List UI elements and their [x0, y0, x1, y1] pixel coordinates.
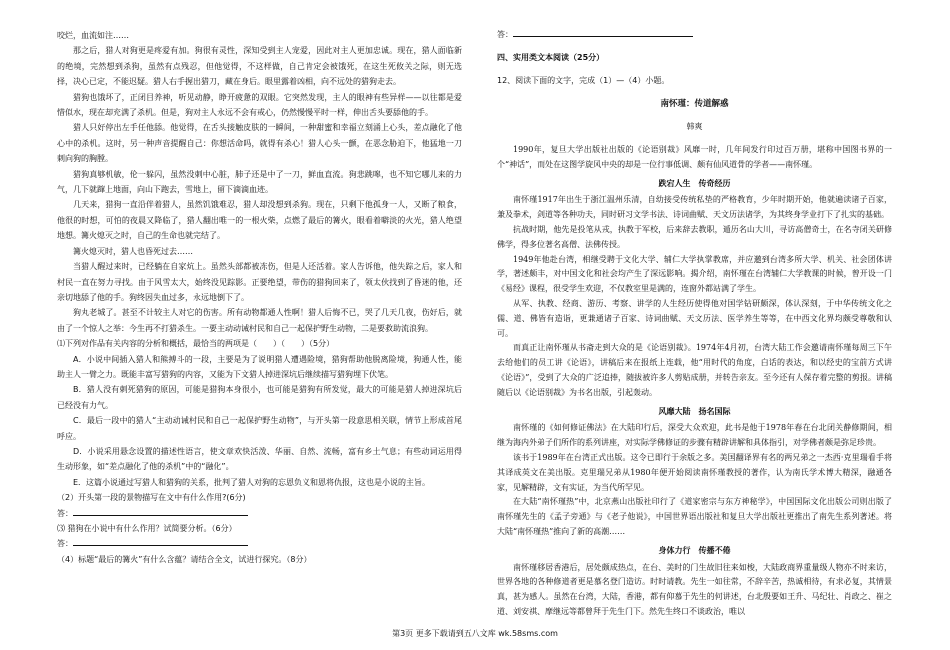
right-column: [497, 28, 892, 620]
article-paragraph: 南怀瑾移居香港后，居处颇成热点，在台、美时的门生故旧往来如梭，大陆政商界重量级人物亦不时来访，世界各地的各种修道者更是慕名登门造访。时时请教。先生一如往常，不辞辛苦，热诚相待，有求必复，其情景真，甚为感人。虽然在台湾，大陆，香港，都有仰慕于先生的何讲述，台北殷要如王升、马纪壮、肖政之、崔之道、刘安祺、摩继远等都曾拜于先生门下。然先生终口不谈政治，唯以: [497, 562, 892, 616]
answer-line-3: 答：: [57, 536, 462, 551]
subheading: 跌宕人生 传奇经历: [658, 177, 731, 188]
question-2: （2）开头第一段的景物描写在文中有什么作用?(6分): [57, 493, 246, 503]
section-heading: 四、实用类文本阅读（25分）: [497, 52, 605, 62]
article-author: 韩爽: [686, 122, 703, 132]
article-paragraph: 南怀瑾的《如何修证佛法》在大陆印行后，深受大众欢迎，此书是他于1978年春在台北闭关静修期间，相继为海内外弟子们所作的系列讲座，对实际学佛修证的步骤有精辟讲解和具体指引，对学佛者颇是弥足珍贵。: [497, 423, 892, 448]
article-paragraph: 1990年，复旦大学出版社出版的《论语别裁》风靡一时，几年间发行印过百万册，堪称中国图书界的一个“神话”，而处在这图学旋风中央的却是一位行事低调、颇有仙风道骨的学者——南怀瑾。: [497, 144, 892, 169]
question-3: ⑶ 猎狗在小说中有什么作用？试简要分析。（6分）: [57, 524, 237, 533]
left-column: [57, 28, 462, 567]
story-paragraph: 那之后，猎人对狗更是疼爱有加。狗很有灵性，深知受到主人宠爱，因此对主人更加忠诚。现在，猎人面临新的绝境，完然想到杀狗，虽然有点残忍，但他觉得，不这样做，自己肯定会被饿死，在这生死攸关之际，则无选择，决心已定，不能迟疑。猎人右手握出猎刀，藏在身后。眼里露着凶相，向不远处的猎狗走去。: [57, 46, 462, 87]
subheading: 风靡大陆 扬名国际: [658, 405, 731, 416]
article-paragraph: 而真正让南怀瑾从书斋走到大众的是《论语别裁》。1974年4月初，台湾大陆工作会邀请南怀瑾每周三下午去给他们的员工讲《论语》，讲稿后来在报纸上连载，他“用时代的角度，白话的表达，和以经史的宝前方式讲《论语》”，受到了大众的广泛追捧，随拔被许多人剪贴成册，并转告亲友。至今还有人保存着完整的剪报。讲稿随后以《论语别裁》为书名出版，引起轰动。: [497, 343, 892, 397]
option-c: C．最后一段中的猎人“主动动诫村民和自己一起保护野生动物”，与开头第一段意思相关联，情节上形成首尾呼应。: [57, 416, 462, 441]
article-title: 南怀瑾：传道解惑: [660, 98, 729, 109]
option-e: E．这篇小说通过写猎人和猎狗的关系，批判了猎人对狗的忘恩负义和恩将仇报，这也是小说的主旨。: [73, 477, 431, 487]
article-paragraph: 南怀瑾1917年出生于浙江温州乐清，自幼接受传统私垫的严格教育，少年时期开始，他就遍读诸子百家，兼及拳术，剑道等各种功夫，同时研习文学书法、诗词曲赋、天文历法诸学，为其终身学业打下了扎实的基础。: [497, 195, 892, 220]
option-b: B．猎人没有刺死猎狗的原因，可能是猎狗本身很小，也可能是猎狗有所发觉，最大的可能是猎人掉进深坑后已经没有力气。: [57, 385, 462, 410]
article-paragraph: 抗战时期，他先是投笔从戎，执教于军校，后来辞去教职，遁历名山大川，寻访高僧奇士，在名寺闭关研修佛学，得多位著名高僧、法佛传授。: [497, 224, 892, 249]
option-d: D．小说采用悬念设置的描述性语言，使文章欢快活泼、华丽、自然、流畅，富有乡土气息；有些动词运用得生动形象，如“差点融化了他的杀机”中的“融化”。: [57, 446, 462, 472]
article-paragraph: 1949年他赴台湾，相继受聘于文化大学、辅仁大学执掌教席，并应邀到台湾多所大学、机关、社会团体讲学，著述颇丰，对中国文化和社会均产生了深远影响。揭介绍，南怀瑾在台湾辅仁大学教课的时候，曾开设一门《易经》课程，很受学生欢迎，不仅教室里是满的，连窗外都站满了学生。: [497, 254, 892, 294]
answer-blank[interactable]: [513, 28, 693, 37]
answer-blank[interactable]: [73, 537, 248, 546]
article-paragraph: 在大陆“南怀瑾热”中，北京燕山出版社印行了《道家密宗与东方神秘学》，中国国际文化出版公司则出版了南怀瑾先生的《孟子旁通》与《老子他说》，中国世界语出版社和复旦大学出版社更推出了南先生系列著述。将大陆“南怀瑾热”推向了新的高潮……: [497, 497, 892, 536]
answer-line-top: 答：: [497, 28, 892, 43]
story-paragraph: 咬烂，血流如注……: [57, 31, 129, 40]
story-paragraph: 篝火熄灭时，猎人也昏死过去……: [73, 246, 193, 256]
story-paragraph: 狗丸老城了。甚至不计较主人对它的伤害。所有动物都通人性啊！猎人后悔不已，哭了几天几夜，伤好后，就由了一个惊人之举：今生再不打猎杀生。一要主动动诫村民和自己一起保护野生动物，二是要救助流浪狗。: [57, 308, 462, 333]
story-paragraph: 当猎人醒过来时，已经躺在自家炕上。虽然头部都被冻伤，但是人还活着。家人告诉他，他失踪之后，家人和村民一直在努力寻找。由于风雪太大，始终没见踪影。正要绝望，带伤的猎狗回来了，领太伙找到了昏迷的他，还亲切地舔了他的手。狗终因失血过多，永远地倒下了。: [57, 262, 462, 302]
story-paragraph: 猎人只好停出左手任他舔。他觉得，在舌头接触皮肤的一瞬间，一种甜蜜和幸福立刻涌上心头，差点融化了他心中的杀机。这时，另一种声音提醒自己：你想活命吗，就得有杀心！猎人心头一颤，在恶念胁迫下，他猛地一刀刺向狗的胸膛。: [57, 123, 462, 164]
subheading: 身体力行 传播不倦: [658, 544, 731, 555]
question-4: （4）标题“最后的篝火”有什么含蕴？请结合全文，试进行探究。（8分）: [57, 554, 312, 564]
answer-blank[interactable]: [73, 507, 248, 516]
question-12: 12、阅读下面的文字，完成（1）—（4）小题。: [497, 75, 670, 85]
option-a: A．小说中间插入猎人和熊搏斗的一段，主要是为了说明猎人遭遇险境，猎狗帮助他脱离险境，狗通人性，能助主人一臂之力。既能丰富写猎狗的内容，又能为下文猎人掉进深坑后继续描写猎狗埋下伏笔。: [57, 354, 462, 379]
story-paragraph: 几天来，猎狗一直沿伴着猎人，虽然饥饿难忍，猎人却没想到杀狗。现在，只剩下他孤身一人，又断了粮食，他很的时想，可怕的夜晨又降临了，猎人翻出唯一的一根火柴，点燃了最后的篝火，眼看着噼淡的火光，猎人绝望地想。篝火熄灭之时，自己的生命也就完结了。: [57, 200, 462, 241]
article-paragraph: 从军、执教、经商、游历、考察、讲学的人生经历使得他对国学钻研颇深，体认深刻，于中华传统文化之儒、道、佛皆有造诣，更兼通诸子百家、诗词曲赋、天文历法、医学养生等等，在中西文化界均颇受尊敬和认可。: [497, 298, 892, 338]
question-1: ⑴下列对作品有关内容的分析和概括，最恰当的两项是（ ）（ ）（5分）: [57, 339, 335, 349]
story-paragraph: 猎狗也饿坏了，正闭目养神，听见动静，睁开疲惫的双眼。它突然发现，主人的眼神有些异样——以往都是爱惜似水，现在却充满了杀机。但是，狗对主人永远不会有戒心，仍然慢慢平时一样，伸出舌头要舔他的手。: [57, 92, 462, 118]
story-paragraph: 猎狗真够机敏，伦一躲闪，虽然没刺中心脏，肺子还是中了一刀，鲜血直流。狗悲跳嗥，也不知它哪儿来的力气，几下就蹿上地面，向山下跑去，雪地上，留下滴滴血迹。: [57, 169, 462, 195]
article-paragraph: 该书于1989年在台湾正式出版。这令已即行于余版之多。美国翻译界有名的两兄弟之一杰西·克里瑞看手将其译成英文在美出版。克里瑞兄弟从1980年便开始阅读南怀瑾教授的著作，认为南氏学术博大精深，融通各家，见解精辟，文有实证，为当代所罕见。: [497, 452, 892, 492]
page-footer: 第3页 更多下载请到五八文库 wk.58sms.com: [392, 629, 558, 638]
answer-line-2: 答：: [57, 506, 462, 521]
